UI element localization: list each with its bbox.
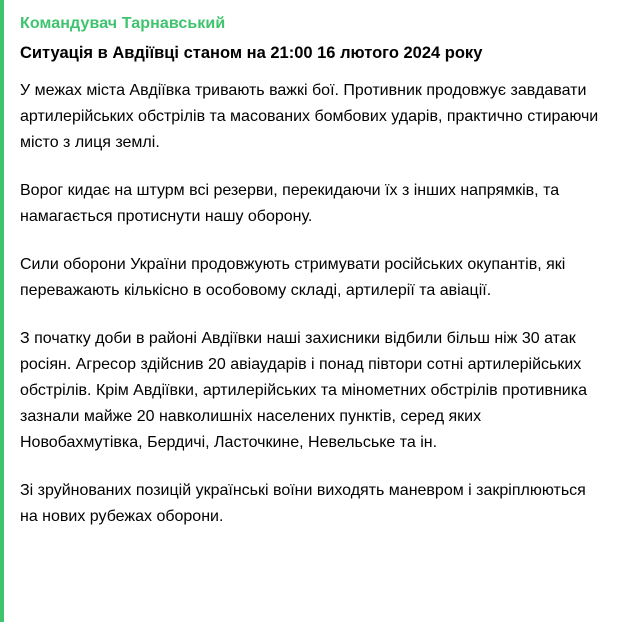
message-paragraph: З початку доби в районі Авдіївки наші захисники відбили більш ніж 30 атак росіян. Агресор здійснив 20 авіаударів і понад півтори сотні артилерійських обстрілів. Крім Авдіївки, артилерійських та мінометних обстрілів противника зазнали майже 20 навколишніх населених пунктів, серед яких Новобахмутівка, Бердичі, Ласточкине, Невельське та ін. [20,330,587,451]
accent-bar [0,0,4,622]
message-author: Командувач Тарнавський [20,15,226,32]
message-paragraph: Сили оборони України продовжують стримувати російських окупантів, які переважають кількісно в особовому складі, артилерії та авіації. [20,256,566,299]
message-paragraph: Ворог кидає на штурм всі резерви, перекидаючи їх з інших напрямків, та намагається протиснути нашу оборону. [20,182,560,225]
message-paragraph: У межах міста Авдіївка тривають важкі бої. Противник продовжує завдавати артилерійських обстрілів та масованих бомбових ударів, практично стираючи місто з лиця землі. [20,82,599,151]
message-headline: Ситуація в Авдіївці станом на 21:00 16 лютого 2024 року [20,44,483,62]
message-paragraph: Зі зруйнованих позицій українські воїни виходять маневром і закріплюються на нових рубежах оборони. [20,482,586,525]
